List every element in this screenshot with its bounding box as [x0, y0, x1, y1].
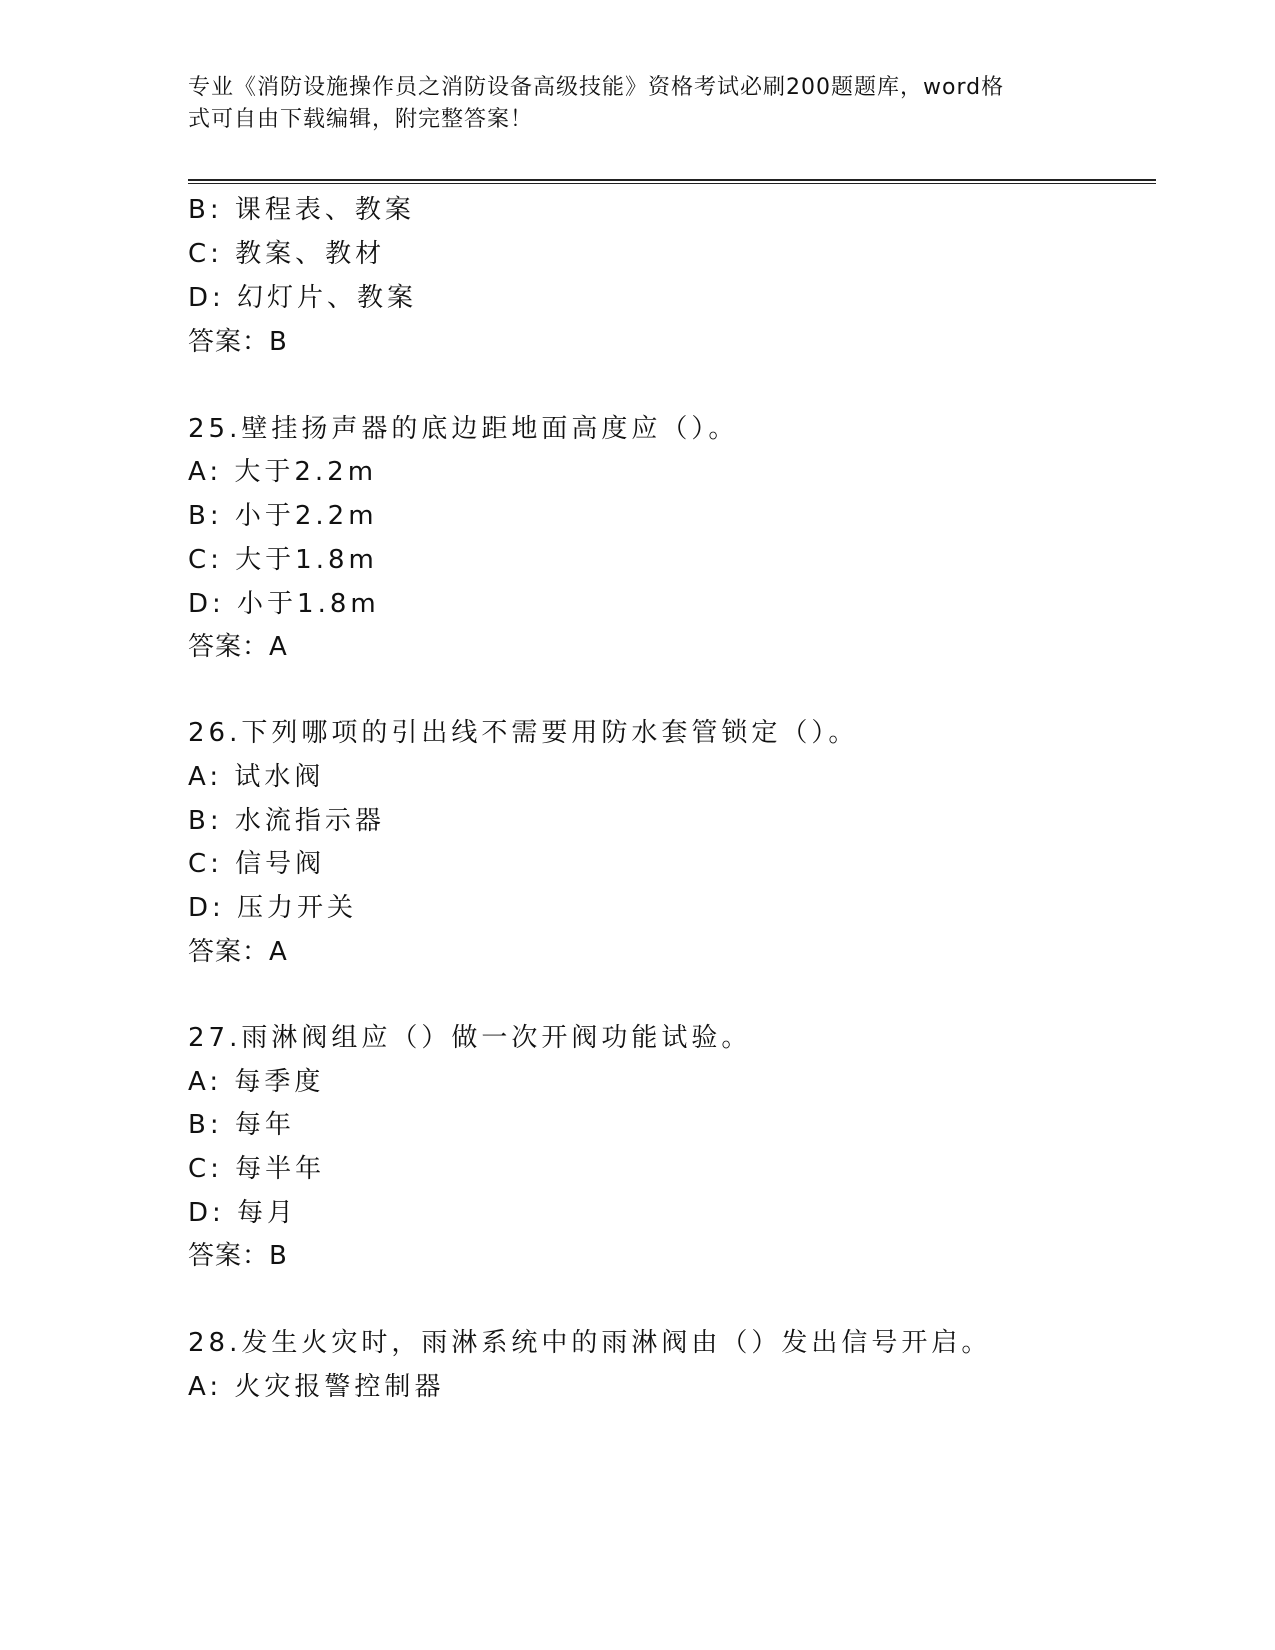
q28-option-a: A: 火灾报警控制器 — [188, 1372, 445, 1402]
q24-option-c: C: 教案、教材 — [188, 239, 386, 269]
q26-option-d: D: 压力开关 — [188, 893, 358, 923]
q28-question: 28.发生火灾时，雨淋系统中的雨淋阀由（）发出信号开启。 — [188, 1328, 992, 1358]
q27-question: 27.雨淋阀组应（）做一次开阀功能试验。 — [188, 1023, 752, 1053]
q24-answer: 答案：B — [188, 327, 288, 357]
q25-question: 25.壁挂扬声器的底边距地面高度应（）。 — [188, 414, 739, 444]
q25-option-b: B: 小于2.2m — [188, 501, 378, 531]
q27-option-a: A: 每季度 — [188, 1067, 325, 1097]
header-line-2: 式可自由下载编辑，附完整答案！ — [188, 107, 534, 132]
document-header — [188, 72, 1068, 136]
q25-option-d: D: 小于1.8m — [188, 589, 380, 619]
q27-option-b: B: 每年 — [188, 1110, 295, 1140]
q25-answer: 答案：A — [188, 632, 288, 662]
header-divider — [188, 179, 1156, 184]
q27-option-d: D: 每月 — [188, 1198, 298, 1228]
q25-option-a: A: 大于2.2m — [188, 457, 378, 487]
q26-option-c: C: 信号阀 — [188, 849, 326, 879]
q25-option-c: C: 大于1.8m — [188, 545, 378, 575]
q24-option-b: B: 课程表、教案 — [188, 195, 415, 225]
q26-option-b: B: 水流指示器 — [188, 806, 385, 836]
q27-option-c: C: 每半年 — [188, 1154, 326, 1184]
q26-answer: 答案：A — [188, 937, 288, 967]
q26-question: 26.下列哪项的引出线不需要用防水套管锁定（）。 — [188, 718, 859, 748]
header-line-1: 专业《消防设施操作员之消防设备高级技能》资格考试必刷200题题库，word格 — [188, 75, 1005, 100]
q27-answer: 答案：B — [188, 1241, 288, 1271]
q26-option-a: A: 试水阀 — [188, 762, 325, 792]
q24-option-d: D: 幻灯片、教案 — [188, 283, 418, 313]
